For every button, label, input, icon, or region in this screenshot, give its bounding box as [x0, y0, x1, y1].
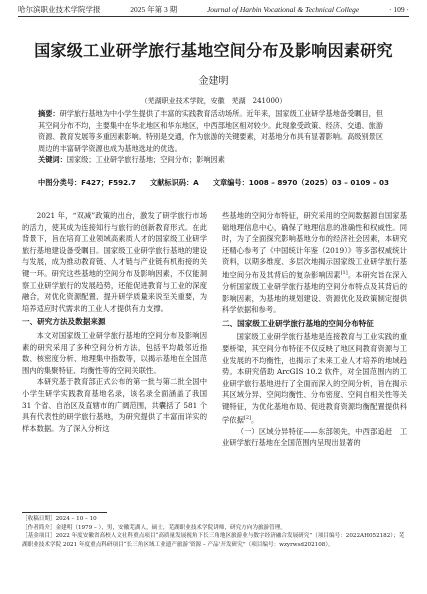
footnotes: [22, 515, 407, 549]
abstract-label: 摘要：: [38, 109, 60, 118]
article-id: 文章编号：1008 – 8970（2025）03 – 0109 – 03: [212, 178, 389, 187]
body-text: 国家级工业研学旅行基地是连接教育与工业实践的重要桥梁，其空间分布特征不仅反映了地区间教育资源与工业发展的不均衡性，也揭示了未来工业人才培养的地域趋势。本研究借助 ArcGIS 10.2 软件，对全国范围内的工业研学旅行基地进行了全面而深入的空间分析，旨在揭示其区域分异、空间均衡性、分布密度、空间自相关性等关键特征，为优化基地布局、促进教育资源均衡配置提供科学依据: [222, 332, 407, 424]
header-divider: [18, 16, 409, 17]
running-header: [18, 3, 409, 16]
body-paragraph: [222, 210, 407, 316]
footnote-funding: ［基金项目］2022 年度安徽省高校人文社科重点项目“高质量发展视角下长三角地区旅游业与数字经济融合发展研究”（项目编号：2022AH052182）；芜湖职业技术学院 2021 年度重点科研项目“长三角区域工业遗产旅游‘资源 – 产品’开发研究”（项目编号：wzyrwsd202108）。: [22, 533, 405, 548]
abstract-block: [38, 108, 389, 166]
article-title: 国家级工业研学旅行基地空间分布及影响因素研究: [34, 41, 393, 60]
footnote-author: ［作者简介］金建明（1979 – ），男，安徽芜湖人，硕士，芜湖职业技术学院讲师，研究方向为旅游管理。: [22, 524, 286, 531]
right-column: [222, 210, 407, 449]
section-heading: 二、国家级工业研学旅行基地的空间分布特征: [222, 318, 374, 328]
left-column: [22, 210, 207, 434]
article-metadata: [38, 178, 389, 188]
body-text: 。: [250, 414, 259, 424]
body-text: 。本研究旨在深入分析国家级工业研学旅行基地的空间分布特点及其背后的影响因素，为基地的规划建设、资源优化及政策制定提供科学依据和参考。: [222, 270, 408, 315]
abstract-text: 研学旅行基地为中小学生提供了丰富的实践教育活动场所。近年来，国家级工业研学基地备受瞩目，但其空间分布不均，主要集中在华北地区和华东地区，中西部地区相对较少。此现象受政策、经济、交通、旅游资源、教育发展等多重因素影响。特别是交通，作为旅游的关键要素，对基地分布具有显著影响。高级别景区周边的丰富研学资源也成为基地选址的优选。: [38, 109, 384, 153]
keywords-text: 国家级；工业研学旅行基地；空间分布；影响因素: [66, 155, 225, 164]
citation: [1]: [340, 269, 348, 276]
abstract: [38, 108, 389, 154]
keywords: [38, 154, 389, 166]
author-affiliation: （芜湖职业技术学院，安徽 芜湖 241000）: [140, 97, 287, 105]
body-paragraph: 2021 年，“双减”政策的出台，激发了研学旅行市场的活力，使其成为连接知行与旅行的创新教育形式。在此背景下，旨在培育工业领域高素质人才的国家级工业研学旅行基地建设备受瞩目。国家级工业研学旅行基地的建设与发展，成为推动教育链、人才链与产业链有机衔接的关键一环。研究这些基地的空间分布及影响因素，不仅能洞察工业研学旅行的发展趋势，还能促进教育与工业的深度融合，对优化资源配置、提升研学质量来说至关重要，为培养适应时代需求的工业人才提供有力支撑。: [22, 211, 207, 313]
clc-number: 中图分类号：F427；F592.7: [38, 178, 136, 187]
journal-name-cn: 哈尔滨职业技术学院学报: [18, 5, 101, 14]
body-text: 些基地的空间分布特征，研究采用的空间数据源自国家基础地理信息中心，确保了地理信息的准确性和权威性。同时，为了全面探究影响基地分布的经济社会因素，本研究还精心参考了《中国统计年鉴（2019）》等多部权威统计资料，以期多维度、多层次地揭示国家级工业研学旅行基地空间分布及其背后的复杂影响因素: [222, 211, 407, 280]
keywords-label: 关键词：: [38, 155, 67, 164]
footnote-received: ［收稿日期］2024 – 10 – 10: [22, 516, 97, 522]
body-paragraph: （一）区域分异特征——东部领先，中西部追赶 工业研学旅行基地在全国范围内呈现出显著的: [222, 426, 407, 448]
section-heading: 一、研究方法及数据来源: [22, 317, 106, 327]
body-paragraph: 本研究基于教育部正式公布的第一批与第二批全国中小学生研学实践教育基地名录，该名录全面涵盖了我国 31 个省、自治区及直辖市的广阔范围，共囊括了 581 个具有代表性的研学旅行基地，为研究提供了丰富而详实的样本数据。为了深入分析这: [22, 377, 207, 433]
author-name: 金建明: [198, 76, 229, 87]
journal-name-en: Journal of Harbin Vocational & Technical College: [206, 5, 360, 14]
body-paragraph: 本文对国家级工业研学旅行基地的空间分布及影响因素的研究采用了多种空间分析方法，包括平均最邻近指数、核密度分析、地理集中指数等，以揭示基地在全国范围内的集聚特征、均衡性等的空间关联性。: [22, 330, 207, 375]
footnote-divider: [22, 512, 107, 513]
body-paragraph: [222, 331, 407, 425]
document-code: 文献标识码：A: [150, 178, 199, 187]
page-number: · 109 ·: [388, 5, 409, 14]
citation: [2]: [243, 414, 251, 421]
issue-number: 2025 年第 3 期: [130, 5, 178, 14]
